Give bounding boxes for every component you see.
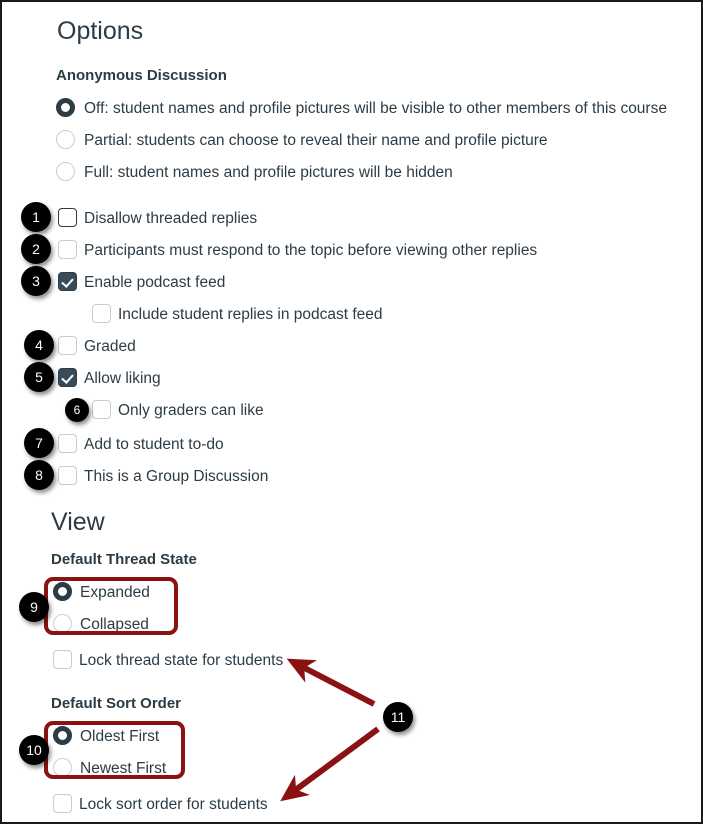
radio-thread-collapsed-label: Collapsed bbox=[80, 616, 149, 633]
default-sort-order-legend: Default Sort Order bbox=[51, 695, 182, 712]
checkbox-disallow-threaded-replies-label: Disallow threaded replies bbox=[84, 210, 258, 227]
radio-anonymous-off[interactable] bbox=[56, 98, 75, 117]
radio-thread-expanded-label: Expanded bbox=[80, 584, 150, 601]
callout-badge-5: 5 bbox=[24, 362, 54, 392]
radio-sort-oldest-first-label: Oldest First bbox=[80, 728, 160, 745]
callout-badge-8: 8 bbox=[24, 460, 54, 490]
radio-sort-oldest-first[interactable] bbox=[53, 726, 72, 745]
callout-badge-7: 7 bbox=[24, 428, 54, 458]
default-thread-state-legend: Default Thread State bbox=[51, 551, 197, 568]
checkbox-lock-sort-order[interactable] bbox=[53, 794, 72, 813]
callout-badge-1: 1 bbox=[21, 202, 51, 232]
callout-badge-10: 10 bbox=[19, 735, 49, 765]
checkbox-disallow-threaded-replies[interactable] bbox=[58, 208, 77, 227]
checkbox-lock-thread-state[interactable] bbox=[53, 650, 72, 669]
checkbox-allow-liking[interactable] bbox=[58, 368, 77, 387]
anonymous-discussion-legend: Anonymous Discussion bbox=[56, 67, 227, 84]
radio-thread-collapsed[interactable] bbox=[53, 614, 72, 633]
radio-anonymous-full-label: Full: student names and profile pictures will be hidden bbox=[84, 164, 453, 181]
checkbox-graded[interactable] bbox=[58, 336, 77, 355]
checkbox-include-student-replies-label: Include student replies in podcast feed bbox=[118, 306, 383, 323]
options-heading: Options bbox=[57, 17, 144, 45]
radio-anonymous-partial[interactable] bbox=[56, 130, 75, 149]
checkbox-group-discussion-label: This is a Group Discussion bbox=[84, 468, 269, 485]
checkbox-add-to-student-todo[interactable] bbox=[58, 434, 77, 453]
radio-anonymous-off-label: Off: student names and profile pictures will be visible to other members of this course bbox=[84, 100, 667, 117]
radio-sort-newest-first-label: Newest First bbox=[80, 760, 167, 777]
checkbox-include-student-replies[interactable] bbox=[92, 304, 111, 323]
callout-badge-11: 11 bbox=[383, 702, 413, 732]
arrow-to-lock-sort-order bbox=[286, 729, 378, 797]
arrow-to-lock-thread-state bbox=[293, 662, 374, 704]
checkbox-participants-must-respond-label: Participants must respond to the topic before viewing other replies bbox=[84, 242, 538, 259]
callout-badge-9: 9 bbox=[19, 592, 49, 622]
callout-badge-2: 2 bbox=[21, 234, 51, 264]
checkbox-participants-must-respond[interactable] bbox=[58, 240, 77, 259]
checkbox-add-to-student-todo-label: Add to student to-do bbox=[84, 436, 224, 453]
checkbox-group-discussion[interactable] bbox=[58, 466, 77, 485]
checkbox-allow-liking-label: Allow liking bbox=[84, 370, 161, 387]
view-heading: View bbox=[51, 508, 105, 536]
radio-thread-expanded[interactable] bbox=[53, 582, 72, 601]
checkbox-only-graders-can-like-label: Only graders can like bbox=[118, 402, 264, 419]
radio-anonymous-partial-label: Partial: students can choose to reveal their name and profile picture bbox=[84, 132, 548, 149]
checkbox-enable-podcast-feed[interactable] bbox=[58, 272, 77, 291]
checkbox-lock-thread-state-label: Lock thread state for students bbox=[79, 652, 284, 669]
radio-anonymous-full[interactable] bbox=[56, 162, 75, 181]
checkbox-enable-podcast-feed-label: Enable podcast feed bbox=[84, 274, 226, 291]
callout-badge-6: 6 bbox=[65, 398, 89, 422]
checkbox-lock-sort-order-label: Lock sort order for students bbox=[79, 796, 268, 813]
callout-badge-3: 3 bbox=[21, 266, 51, 296]
checkbox-only-graders-can-like[interactable] bbox=[92, 400, 111, 419]
checkbox-graded-label: Graded bbox=[84, 338, 136, 355]
callout-badge-4: 4 bbox=[24, 330, 54, 360]
radio-sort-newest-first[interactable] bbox=[53, 758, 72, 777]
